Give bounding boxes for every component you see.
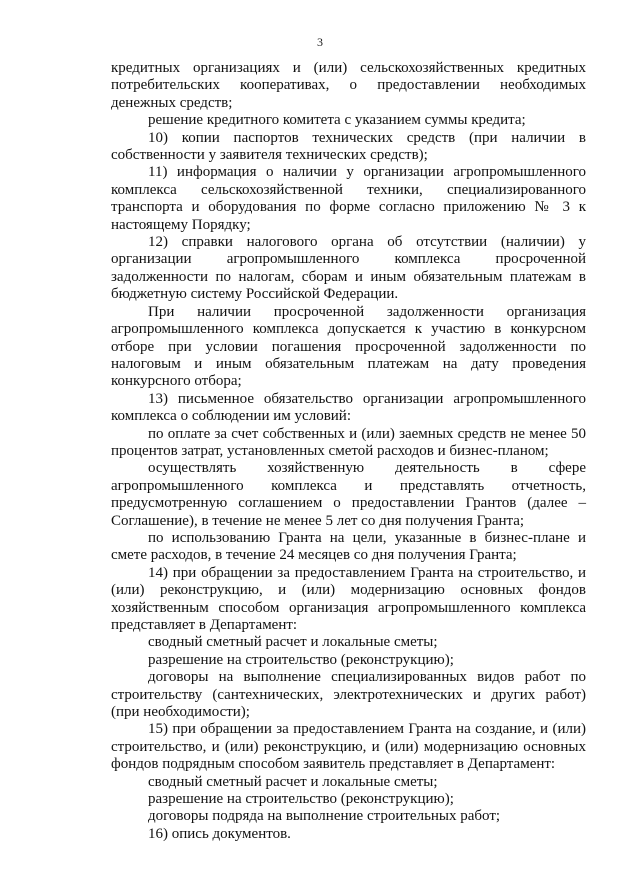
paragraph-specialized-contracts: договоры на выполнение специализированных видов работ по строительству (сантехнических, электротехнических и других работ) (при необходимости); <box>111 669 586 721</box>
paragraph-building-permit-14: разрешение на строительство (реконструкцию); <box>148 651 454 668</box>
paragraph-construction-contracts: договоры подряда на выполнение строительных работ; <box>148 808 501 825</box>
paragraph-economic-activity: осуществлять хозяйственную деятельность в сфере агропромышленного комплекса и представлять отчетность, предусмотренную соглашением о предоставлении Грантов (далее – Соглашение), в течение не менее 5 лет со дня получения Гранта; <box>111 460 586 529</box>
paragraph-credit-organizations: кредитных организациях и (или) сельскохозяйственных кредитных потребительских кооперативах, о предоставлении необходимых денежных средств; <box>111 60 586 111</box>
paragraph-overdue-debt: При наличии просроченной задолженности организация агропромышленного комплекса допускается к участию в конкурсном отборе при условии погашения просроченной задолженности по налоговым и иным обязательным платежам на дату проведения конкурсного отбора; <box>111 303 586 390</box>
paragraph-item-16: 16) опись документов. <box>148 825 291 842</box>
paragraph-building-permit-15: разрешение на строительство (реконструкцию); <box>148 791 454 808</box>
paragraph-grant-usage: по использованию Гранта на цели, указанные в бизнес-плане и смете расходов, в течение 24 месяцев со дня получения Гранта; <box>111 529 586 564</box>
paragraph-item-13: 13) письменное обязательство организации агропромышленного комплекса о соблюдении им условий: <box>111 390 586 425</box>
paragraph-summary-estimate-14: сводный сметный расчет и локальные сметы; <box>148 634 438 651</box>
paragraph-item-10: 10) копии паспортов технических средств (при наличии в собственности у заявителя технических средств); <box>111 129 586 164</box>
paragraph-own-funds: по оплате за счет собственных и (или) заемных средств не менее 50 процентов затрат, установленных сметой расходов и бизнес-планом; <box>111 425 586 459</box>
page-number: 3 <box>317 35 323 49</box>
paragraph-item-14: 14) при обращении за предоставлением Гранта на строительство, и (или) реконструкцию, и (или) модернизацию основных фондов хозяйственным способом организация агропромышленного комплекса представляет в Департамент: <box>111 564 586 633</box>
paragraph-item-12: 12) справки налогового органа об отсутствии (наличии) у организации агропромышленного комплекса просроченной задолженности по налогам, сборам и иным обязательным платежам в бюджетную систему Российской Федерации. <box>111 234 586 303</box>
paragraph-item-15: 15) при обращении за предоставлением Гранта на создание, и (или) строительство, и (или) реконструкцию, и (или) модернизацию основных фондов подрядным способом заявитель представляет в Департамент: <box>111 721 586 773</box>
paragraph-item-11: 11) информация о наличии у организации агропромышленного комплекса сельскохозяйственной техники, специализированного транспорта и оборудования по форме согласно приложению № 3 к настоящему Порядку; <box>111 164 586 233</box>
paragraph-summary-estimate-15: сводный сметный расчет и локальные сметы; <box>148 773 438 790</box>
paragraph-credit-committee-decision: решение кредитного комитета с указанием суммы кредита; <box>148 112 526 129</box>
document-body <box>111 60 586 843</box>
